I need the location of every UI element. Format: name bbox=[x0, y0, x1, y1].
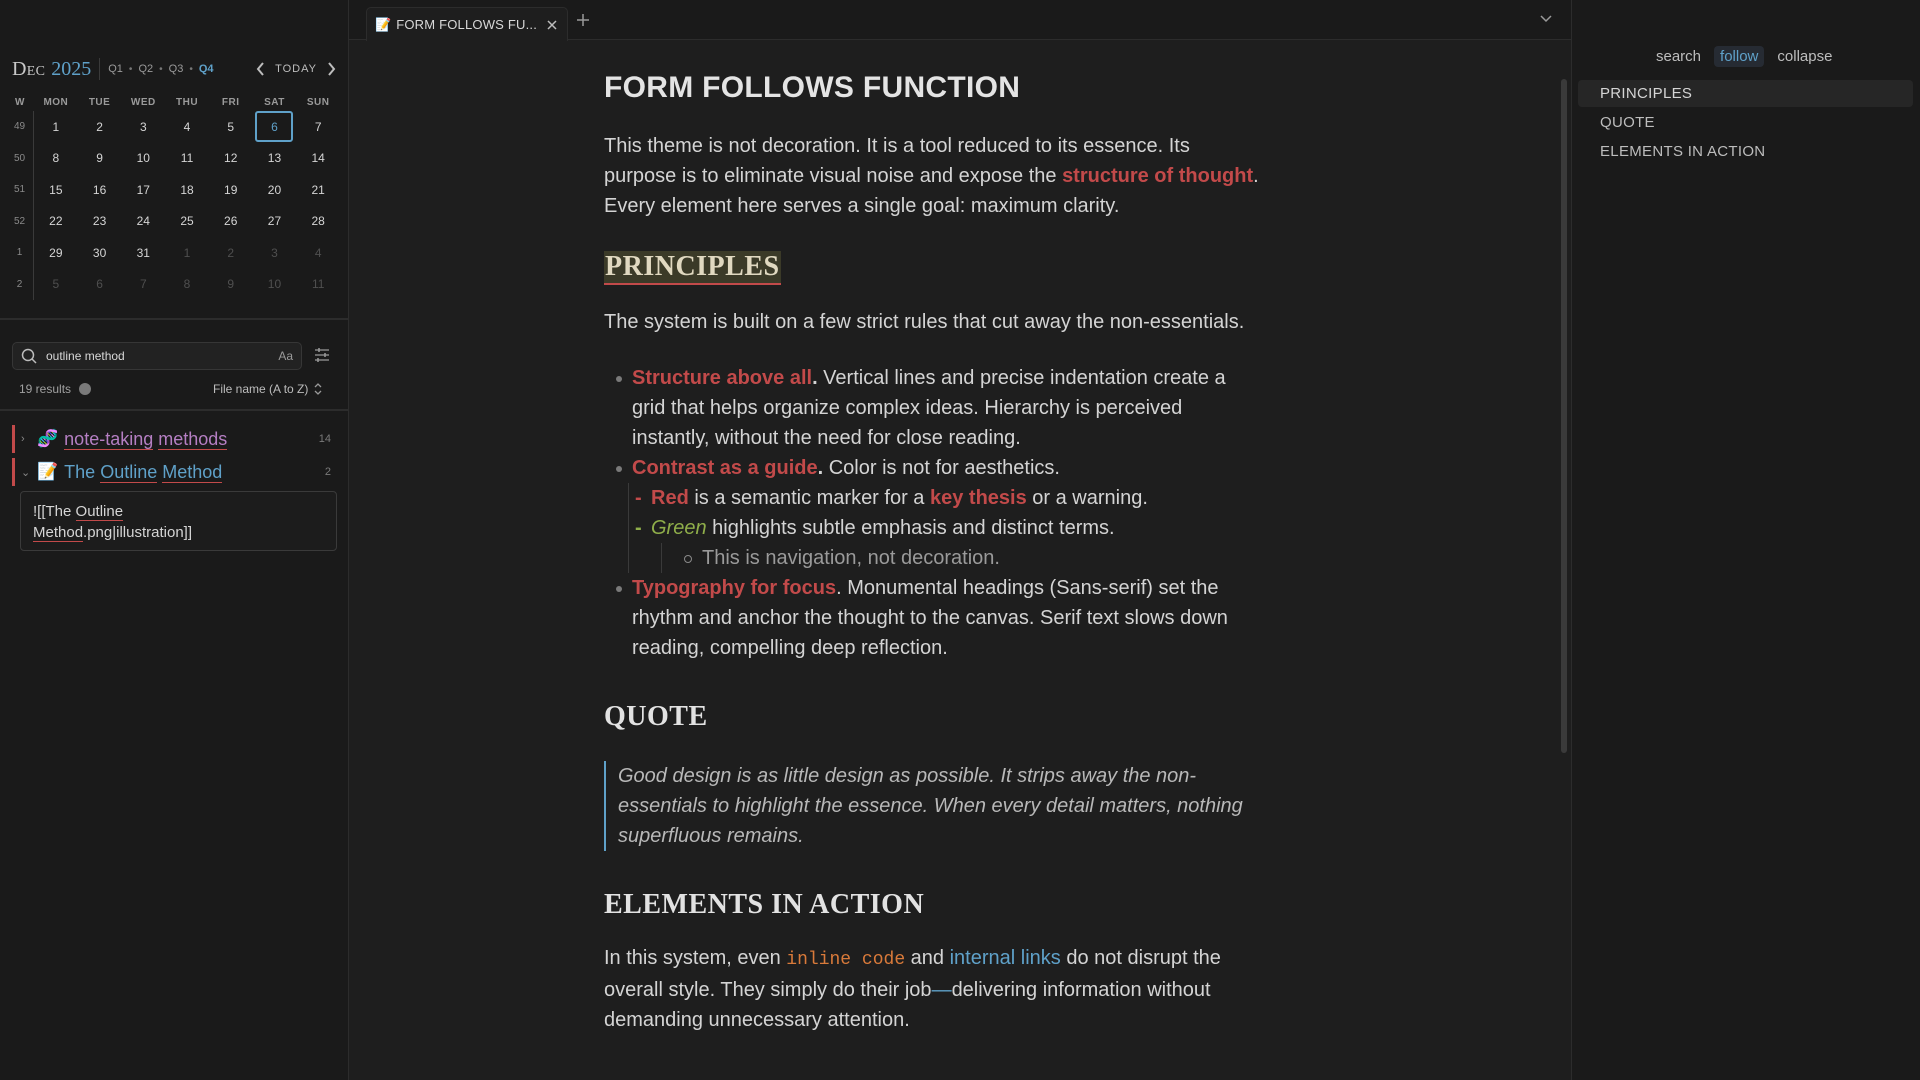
calendar-day[interactable]: 26 bbox=[224, 214, 238, 229]
list-item bbox=[604, 453, 1264, 573]
chevron-down-icon[interactable]: ⌄ bbox=[21, 466, 31, 479]
quarter-q2[interactable]: Q2 bbox=[138, 63, 154, 75]
sub-list bbox=[628, 483, 1264, 573]
sliders-icon[interactable] bbox=[314, 347, 330, 363]
calendar-grid bbox=[6, 93, 340, 300]
calendar-week-row bbox=[6, 206, 340, 238]
green-emphasis: Green bbox=[651, 517, 707, 539]
week-number[interactable]: 52 bbox=[6, 206, 34, 238]
text: This theme is not decoration. It is a tool reduced to its essence. Its purpose is to eliminate visual noise and expose the bbox=[604, 135, 1190, 187]
search-result-item[interactable] bbox=[12, 458, 337, 486]
text: In this system, even bbox=[604, 947, 787, 969]
editor-pane[interactable] bbox=[349, 41, 1571, 1080]
close-icon[interactable] bbox=[545, 18, 559, 32]
left-sidebar bbox=[0, 0, 349, 1080]
text: Vertical lines and precise indentation create a grid that helps organize complex ideas. Hierarchy is perceived instantly, without the need for close reading. bbox=[632, 367, 1226, 449]
calendar-day[interactable]: 7 bbox=[139, 277, 147, 292]
calendar-weekday-row bbox=[6, 93, 340, 111]
text: highlights subtle emphasis and distinct terms. bbox=[706, 517, 1115, 539]
quarter-q1[interactable]: Q1 bbox=[108, 63, 123, 75]
calendar-week-row bbox=[6, 111, 340, 143]
weekday-header: TUE bbox=[88, 96, 111, 108]
list-item bbox=[604, 573, 1264, 663]
calendar-day[interactable]: 29 bbox=[49, 245, 63, 260]
calendar-day[interactable]: 28 bbox=[311, 214, 325, 229]
weekday-header: MON bbox=[43, 96, 69, 108]
calendar-day[interactable]: 3 bbox=[139, 119, 147, 134]
text: is a semantic marker for a bbox=[688, 487, 930, 509]
calendar-week-row bbox=[6, 269, 340, 301]
week-number[interactable]: 51 bbox=[6, 174, 34, 206]
principles-list bbox=[604, 363, 1264, 663]
outline-item-principles[interactable]: PRINCIPLES bbox=[1578, 80, 1913, 107]
title-prefix: The bbox=[64, 461, 101, 482]
quarter-q4[interactable]: Q4 bbox=[198, 63, 214, 75]
search-result-item[interactable] bbox=[12, 425, 337, 453]
calendar-day[interactable]: 4 bbox=[183, 119, 191, 134]
sort-updown-icon bbox=[314, 383, 322, 395]
search-box bbox=[12, 342, 302, 370]
calendar-day[interactable]: 22 bbox=[49, 214, 63, 229]
match-highlight: Method bbox=[33, 524, 84, 541]
chevron-down-icon[interactable] bbox=[1539, 14, 1553, 24]
heading-quote: QUOTE bbox=[604, 701, 708, 732]
search-result-snippet[interactable] bbox=[20, 491, 337, 551]
calendar-nav bbox=[255, 61, 337, 77]
calendar-day[interactable]: 24 bbox=[136, 214, 150, 229]
match-count: 14 bbox=[318, 433, 331, 445]
list-item bbox=[629, 483, 1264, 513]
calendar-header bbox=[12, 56, 337, 82]
outline-search-button[interactable]: search bbox=[1656, 48, 1702, 65]
weekday-header: SUN bbox=[306, 96, 330, 108]
calendar-day[interactable]: 21 bbox=[311, 182, 325, 197]
outline-follow-button[interactable]: follow bbox=[1714, 46, 1764, 67]
calendar-week-row bbox=[6, 237, 340, 269]
week-number[interactable]: 49 bbox=[6, 111, 34, 143]
calendar-day[interactable]: 2 bbox=[227, 245, 235, 260]
calendar-weeks bbox=[6, 111, 340, 300]
calendar-day[interactable]: 14 bbox=[311, 151, 325, 166]
calendar-day[interactable]: 1 bbox=[52, 119, 60, 134]
match-highlight: methods bbox=[158, 428, 228, 449]
calendar-month: Dec bbox=[12, 57, 46, 80]
week-number[interactable]: 1 bbox=[6, 237, 34, 269]
calendar-day[interactable]: 19 bbox=[224, 182, 238, 197]
heading-elements-in-action: ELEMENTS IN ACTION bbox=[604, 889, 925, 920]
list-item: This is navigation, not decoration. bbox=[662, 543, 1264, 573]
calendar-day[interactable]: 23 bbox=[92, 214, 107, 229]
red-emphasis: key thesis bbox=[929, 487, 1027, 509]
results-info-icon[interactable] bbox=[79, 383, 91, 395]
week-number[interactable]: 2 bbox=[6, 269, 34, 301]
match-case-toggle[interactable]: Aa bbox=[278, 349, 293, 363]
match-highlight: Outline bbox=[75, 503, 124, 520]
red-emphasis: Red bbox=[651, 487, 689, 509]
calendar-week-row bbox=[6, 174, 340, 206]
weekday-header: THU bbox=[175, 96, 199, 108]
plus-icon[interactable] bbox=[575, 12, 591, 28]
search-result-title[interactable] bbox=[64, 429, 227, 450]
calendar-day[interactable]: 4 bbox=[314, 245, 322, 260]
match-highlight: Outline bbox=[100, 461, 158, 482]
dna-icon: 🧬 bbox=[37, 429, 59, 448]
sort-select[interactable] bbox=[213, 382, 322, 396]
internal-link[interactable]: internal links bbox=[949, 947, 1061, 969]
calendar-day[interactable]: 8 bbox=[183, 277, 191, 292]
results-count-label: 19 results bbox=[19, 382, 72, 396]
em-dash: — bbox=[931, 979, 952, 1001]
calendar-day-today[interactable] bbox=[253, 111, 297, 142]
calendar-day[interactable]: 3 bbox=[271, 245, 278, 260]
calendar-day-label: 6 bbox=[255, 111, 293, 142]
text: or a warning. bbox=[1026, 487, 1148, 509]
calendar-separator bbox=[99, 58, 100, 80]
sort-label: File name (A to Z) bbox=[213, 382, 309, 396]
inline-code: inline code bbox=[786, 950, 906, 970]
calendar-day[interactable]: 7 bbox=[314, 119, 322, 134]
tab-bar bbox=[349, 0, 1571, 40]
results-count bbox=[19, 382, 91, 396]
page-title: FORM FOLLOWS FUNCTION bbox=[604, 71, 1021, 104]
search-result-title[interactable] bbox=[64, 462, 222, 483]
paragraph-intro bbox=[604, 131, 1264, 221]
calendar-day[interactable]: 11 bbox=[311, 277, 325, 292]
calendar-day[interactable]: 10 bbox=[136, 151, 150, 166]
text: . Monumental headings (Sans-serif) set the rhythm and anchor the thought to the canvas. Serif text slows down reading, compelling deep reflection. bbox=[632, 577, 1228, 659]
weekday-header: FRI bbox=[221, 96, 240, 108]
calendar-day[interactable]: 18 bbox=[180, 182, 194, 197]
list-item bbox=[604, 363, 1264, 453]
red-emphasis: Contrast as a guide bbox=[632, 457, 818, 479]
red-emphasis: Typography for focus bbox=[632, 577, 837, 599]
snippet-text: ![[The bbox=[33, 503, 76, 520]
chevron-right-icon[interactable] bbox=[325, 61, 337, 77]
calendar-day[interactable]: 6 bbox=[96, 277, 103, 292]
heading-principles: PRINCIPLES bbox=[604, 251, 781, 285]
dash-marker: - bbox=[635, 517, 642, 539]
chevron-right-icon[interactable]: › bbox=[21, 433, 25, 445]
calendar-day[interactable]: 2 bbox=[96, 119, 103, 134]
calendar-day[interactable]: 15 bbox=[49, 182, 63, 197]
blockquote: Good design is as little design as possible. It strips away the non-essentials to highlight the essence. When every detail matters, nothing superfluous remains. bbox=[604, 761, 1264, 851]
editor-scrollbar[interactable] bbox=[1561, 79, 1567, 753]
paragraph-elements bbox=[604, 943, 1264, 1035]
dash-marker: - bbox=[635, 487, 642, 509]
calendar-day[interactable]: 17 bbox=[136, 182, 150, 197]
calendar-week-row bbox=[6, 143, 340, 175]
text: . Every element here serves a single goal: maximum clarity. bbox=[604, 165, 1259, 217]
calendar-day[interactable]: 12 bbox=[224, 151, 238, 166]
match-highlight: Method bbox=[162, 461, 223, 482]
search-icon bbox=[21, 348, 37, 364]
calendar-day[interactable]: 9 bbox=[227, 277, 235, 292]
quarter-dot: • bbox=[189, 63, 193, 75]
outline-collapse-button[interactable]: collapse bbox=[1777, 48, 1833, 65]
red-emphasis: Structure above all bbox=[632, 367, 813, 389]
memo-icon: 📝 bbox=[37, 462, 59, 481]
calendar-day[interactable]: 31 bbox=[136, 245, 150, 260]
outline-item-elements-in-action[interactable]: ELEMENTS IN ACTION bbox=[1600, 143, 1766, 160]
text: and bbox=[905, 947, 950, 969]
text: do not disrupt the overall style. They simply do their job bbox=[604, 947, 1221, 1001]
red-emphasis: structure of thought bbox=[1062, 165, 1254, 187]
today-button[interactable]: TODAY bbox=[275, 63, 317, 75]
text: . bbox=[812, 367, 818, 389]
document[interactable] bbox=[604, 71, 1264, 1035]
list-item bbox=[629, 513, 1264, 573]
calendar-day[interactable]: 5 bbox=[52, 277, 60, 292]
outline-item-quote[interactable]: QUOTE bbox=[1600, 114, 1655, 131]
sidebar-divider bbox=[0, 318, 349, 320]
paragraph-principles: The system is built on a few strict rules that cut away the non-essentials. bbox=[604, 311, 1245, 333]
weekday-header: WED bbox=[130, 96, 156, 108]
calendar-day[interactable]: 13 bbox=[267, 151, 282, 166]
quarter-q3[interactable]: Q3 bbox=[168, 63, 184, 75]
match-count: 2 bbox=[324, 466, 331, 478]
calendar-day[interactable]: 30 bbox=[92, 245, 107, 260]
text: delivering information without demanding unnecessary attention. bbox=[604, 979, 1211, 1031]
calendar-day[interactable]: 8 bbox=[52, 151, 60, 166]
calendar-day[interactable]: 20 bbox=[267, 182, 282, 197]
calendar-day[interactable]: 10 bbox=[267, 277, 282, 292]
weekday-header: SAT bbox=[264, 96, 285, 108]
outline-toolbar bbox=[1650, 46, 1838, 67]
chevron-left-icon[interactable] bbox=[255, 61, 267, 77]
outline-sidebar bbox=[1571, 0, 1920, 1080]
snippet-text: .png|illustration]] bbox=[83, 524, 193, 541]
text: . bbox=[817, 457, 824, 479]
calendar-day[interactable]: 11 bbox=[180, 151, 194, 166]
calendar-year[interactable]: 2025 bbox=[51, 57, 92, 80]
week-number[interactable]: 50 bbox=[6, 143, 34, 175]
quarter-dot: • bbox=[128, 63, 133, 75]
quarter-dot: • bbox=[159, 63, 163, 75]
search-input[interactable] bbox=[46, 349, 278, 363]
weekday-header: W bbox=[15, 96, 25, 108]
calendar-day[interactable]: 1 bbox=[183, 245, 191, 260]
calendar-day[interactable]: 25 bbox=[180, 214, 194, 229]
sidebar-divider bbox=[0, 409, 349, 411]
match-highlight: note-taking bbox=[64, 428, 154, 449]
calendar-day[interactable]: 16 bbox=[92, 182, 107, 197]
tab-form-follows-function[interactable] bbox=[366, 7, 568, 41]
tab-title: FORM FOLLOWS FU... bbox=[396, 17, 538, 32]
calendar-day[interactable]: 5 bbox=[227, 119, 235, 134]
memo-icon: 📝 bbox=[375, 16, 392, 32]
sub-sub-list bbox=[661, 543, 1264, 573]
calendar-day[interactable]: 9 bbox=[96, 151, 103, 166]
text: Color is not for aesthetics. bbox=[823, 457, 1060, 479]
calendar-day[interactable]: 27 bbox=[267, 214, 282, 229]
